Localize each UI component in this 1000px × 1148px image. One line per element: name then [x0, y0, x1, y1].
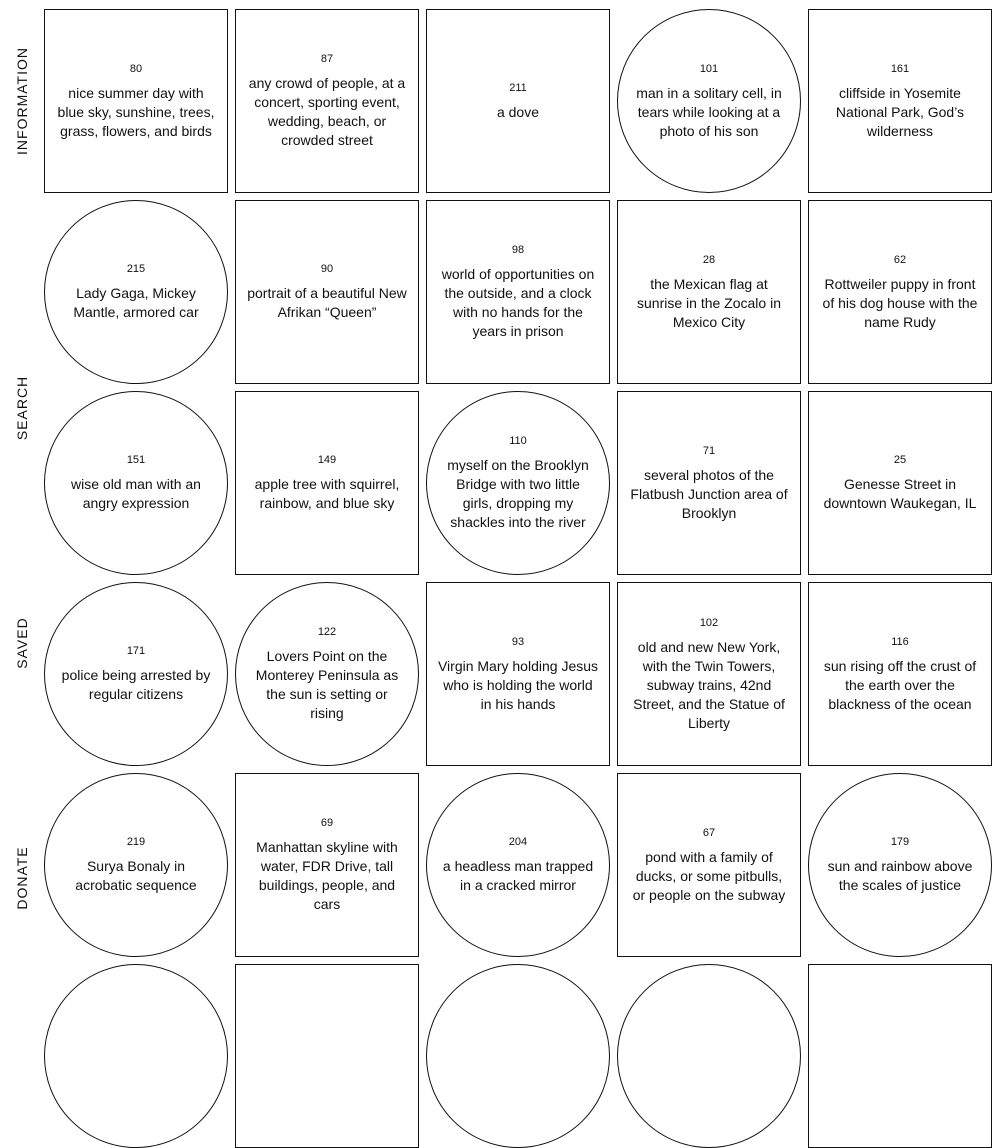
tile-description: a dove — [496, 103, 540, 120]
tile-number: 151 — [126, 454, 146, 466]
prompt-tile[interactable] — [617, 582, 801, 766]
prompt-tile[interactable] — [235, 391, 419, 575]
tile-description: Manhattan skyline with water, FDR Drive, tall buildings, people, and cars — [256, 839, 398, 912]
tile-number: 116 — [891, 635, 909, 648]
prompt-tile[interactable] — [617, 964, 801, 1148]
tile-description: Surya Bonaly in acrobatic sequence — [75, 858, 197, 893]
tile-number: 93 — [511, 635, 525, 648]
prompt-tile[interactable] — [426, 9, 610, 193]
prompt-tile[interactable] — [426, 391, 610, 575]
tile-number: 69 — [320, 817, 334, 829]
tile-description: Lady Gaga, Mickey Mantle, armored car — [73, 285, 199, 320]
tile-number: 204 — [508, 836, 528, 848]
tile-number: 122 — [317, 626, 337, 638]
tile-description: wise old man with an angry expression — [71, 476, 201, 511]
tile-number: 67 — [702, 826, 716, 839]
nav-donate[interactable]: DONATE — [14, 846, 30, 910]
prompt-tile[interactable] — [44, 582, 228, 766]
tile-description: Lovers Point on the Monterey Peninsula as the sun is setting or rising — [255, 648, 399, 721]
tile-description: cliffside in Yosemite National Park, God’s wilderness — [835, 84, 965, 139]
tile-description: sun and rainbow above the scales of justice — [827, 858, 973, 893]
tile-number: 62 — [893, 253, 907, 266]
tile-description: Virgin Mary holding Jesus who is holding the world in his hands — [437, 657, 599, 712]
prompt-tile[interactable] — [808, 200, 992, 384]
tile-number: 215 — [126, 263, 146, 275]
prompt-tile[interactable] — [808, 964, 992, 1148]
tile-description: man in a solitary cell, in tears while looking at a photo of his son — [636, 84, 782, 139]
tile-number: 211 — [509, 81, 527, 94]
tile-description: a headless man trapped in a cracked mirror — [442, 858, 594, 893]
tile-description: portrait of a beautiful New Afrikan “Queen” — [247, 285, 407, 320]
tile-number: 25 — [893, 454, 907, 466]
tile-description: apple tree with squirrel, rainbow, and blue sky — [254, 476, 400, 511]
tile-description: Genesse Street in downtown Waukegan, IL — [823, 476, 977, 511]
prompt-tile[interactable] — [235, 200, 419, 384]
tile-description: nice summer day with blue sky, sunshine, trees, grass, flowers, and birds — [57, 84, 215, 139]
tile-number: 71 — [702, 444, 716, 457]
tile-number: 149 — [317, 454, 337, 466]
prompt-tile[interactable] — [44, 964, 228, 1148]
prompt-tile[interactable] — [808, 582, 992, 766]
prompt-tile[interactable] — [617, 9, 801, 193]
prompt-tile[interactable] — [235, 582, 419, 766]
tile-number: 171 — [126, 645, 146, 657]
tile-number: 179 — [890, 836, 910, 848]
tile-number: 110 — [509, 435, 527, 447]
prompt-tile[interactable] — [808, 391, 992, 575]
tile-number: 219 — [126, 836, 146, 848]
tile-description: sun rising off the crust of the earth over the blackness of the ocean — [823, 657, 977, 712]
nav-information[interactable]: INFORMATION — [14, 47, 30, 155]
tile-number: 98 — [511, 244, 525, 256]
prompt-tile[interactable] — [617, 391, 801, 575]
tile-description: Rottweiler puppy in front of his dog house with the name Rudy — [822, 275, 978, 330]
tile-description: the Mexican flag at sunrise in the Zocalo in Mexico City — [637, 275, 781, 330]
tile-number: 90 — [320, 263, 334, 275]
tile-number: 87 — [320, 53, 334, 65]
nav-search[interactable]: SEARCH — [14, 375, 30, 441]
prompt-tile[interactable] — [235, 773, 419, 957]
prompt-tile[interactable] — [44, 391, 228, 575]
prompt-tile[interactable] — [44, 773, 228, 957]
tile-description: police being arrested by regular citizens — [61, 667, 211, 702]
prompt-tile[interactable] — [426, 582, 610, 766]
tile-description: pond with a family of ducks, or some pitbulls, or people on the subway — [632, 848, 786, 903]
prompt-tile[interactable] — [235, 9, 419, 193]
tile-number: 102 — [699, 616, 719, 629]
prompt-tile[interactable] — [235, 964, 419, 1148]
tile-number: 161 — [890, 62, 910, 75]
prompt-tile[interactable] — [808, 773, 992, 957]
nav-saved[interactable]: SAVED — [14, 617, 30, 669]
tile-number: 80 — [129, 62, 143, 75]
tile-description: old and new New York, with the Twin Towers, subway trains, 42nd Street, and the Statue of Liberty — [633, 638, 785, 731]
tile-description: myself on the Brooklyn Bridge with two little girls, dropping my shackles into the river — [447, 457, 589, 530]
prompt-tile[interactable] — [44, 9, 228, 193]
tile-description: world of opportunities on the outside, and a clock with no hands for the years in prison — [441, 266, 595, 339]
prompt-tile[interactable] — [617, 773, 801, 957]
tile-number: 28 — [702, 253, 716, 266]
prompt-tile[interactable] — [426, 964, 610, 1148]
prompt-tile[interactable] — [426, 200, 610, 384]
prompt-tile[interactable] — [426, 773, 610, 957]
prompt-tile[interactable] — [808, 9, 992, 193]
prompt-tile[interactable] — [44, 200, 228, 384]
tile-number: 101 — [699, 62, 719, 75]
tile-description: several photos of the Flatbush Junction area of Brooklyn — [630, 466, 788, 521]
prompt-tile[interactable] — [617, 200, 801, 384]
tile-description: any crowd of people, at a concert, sporting event, wedding, beach, or crowded street — [248, 75, 406, 148]
